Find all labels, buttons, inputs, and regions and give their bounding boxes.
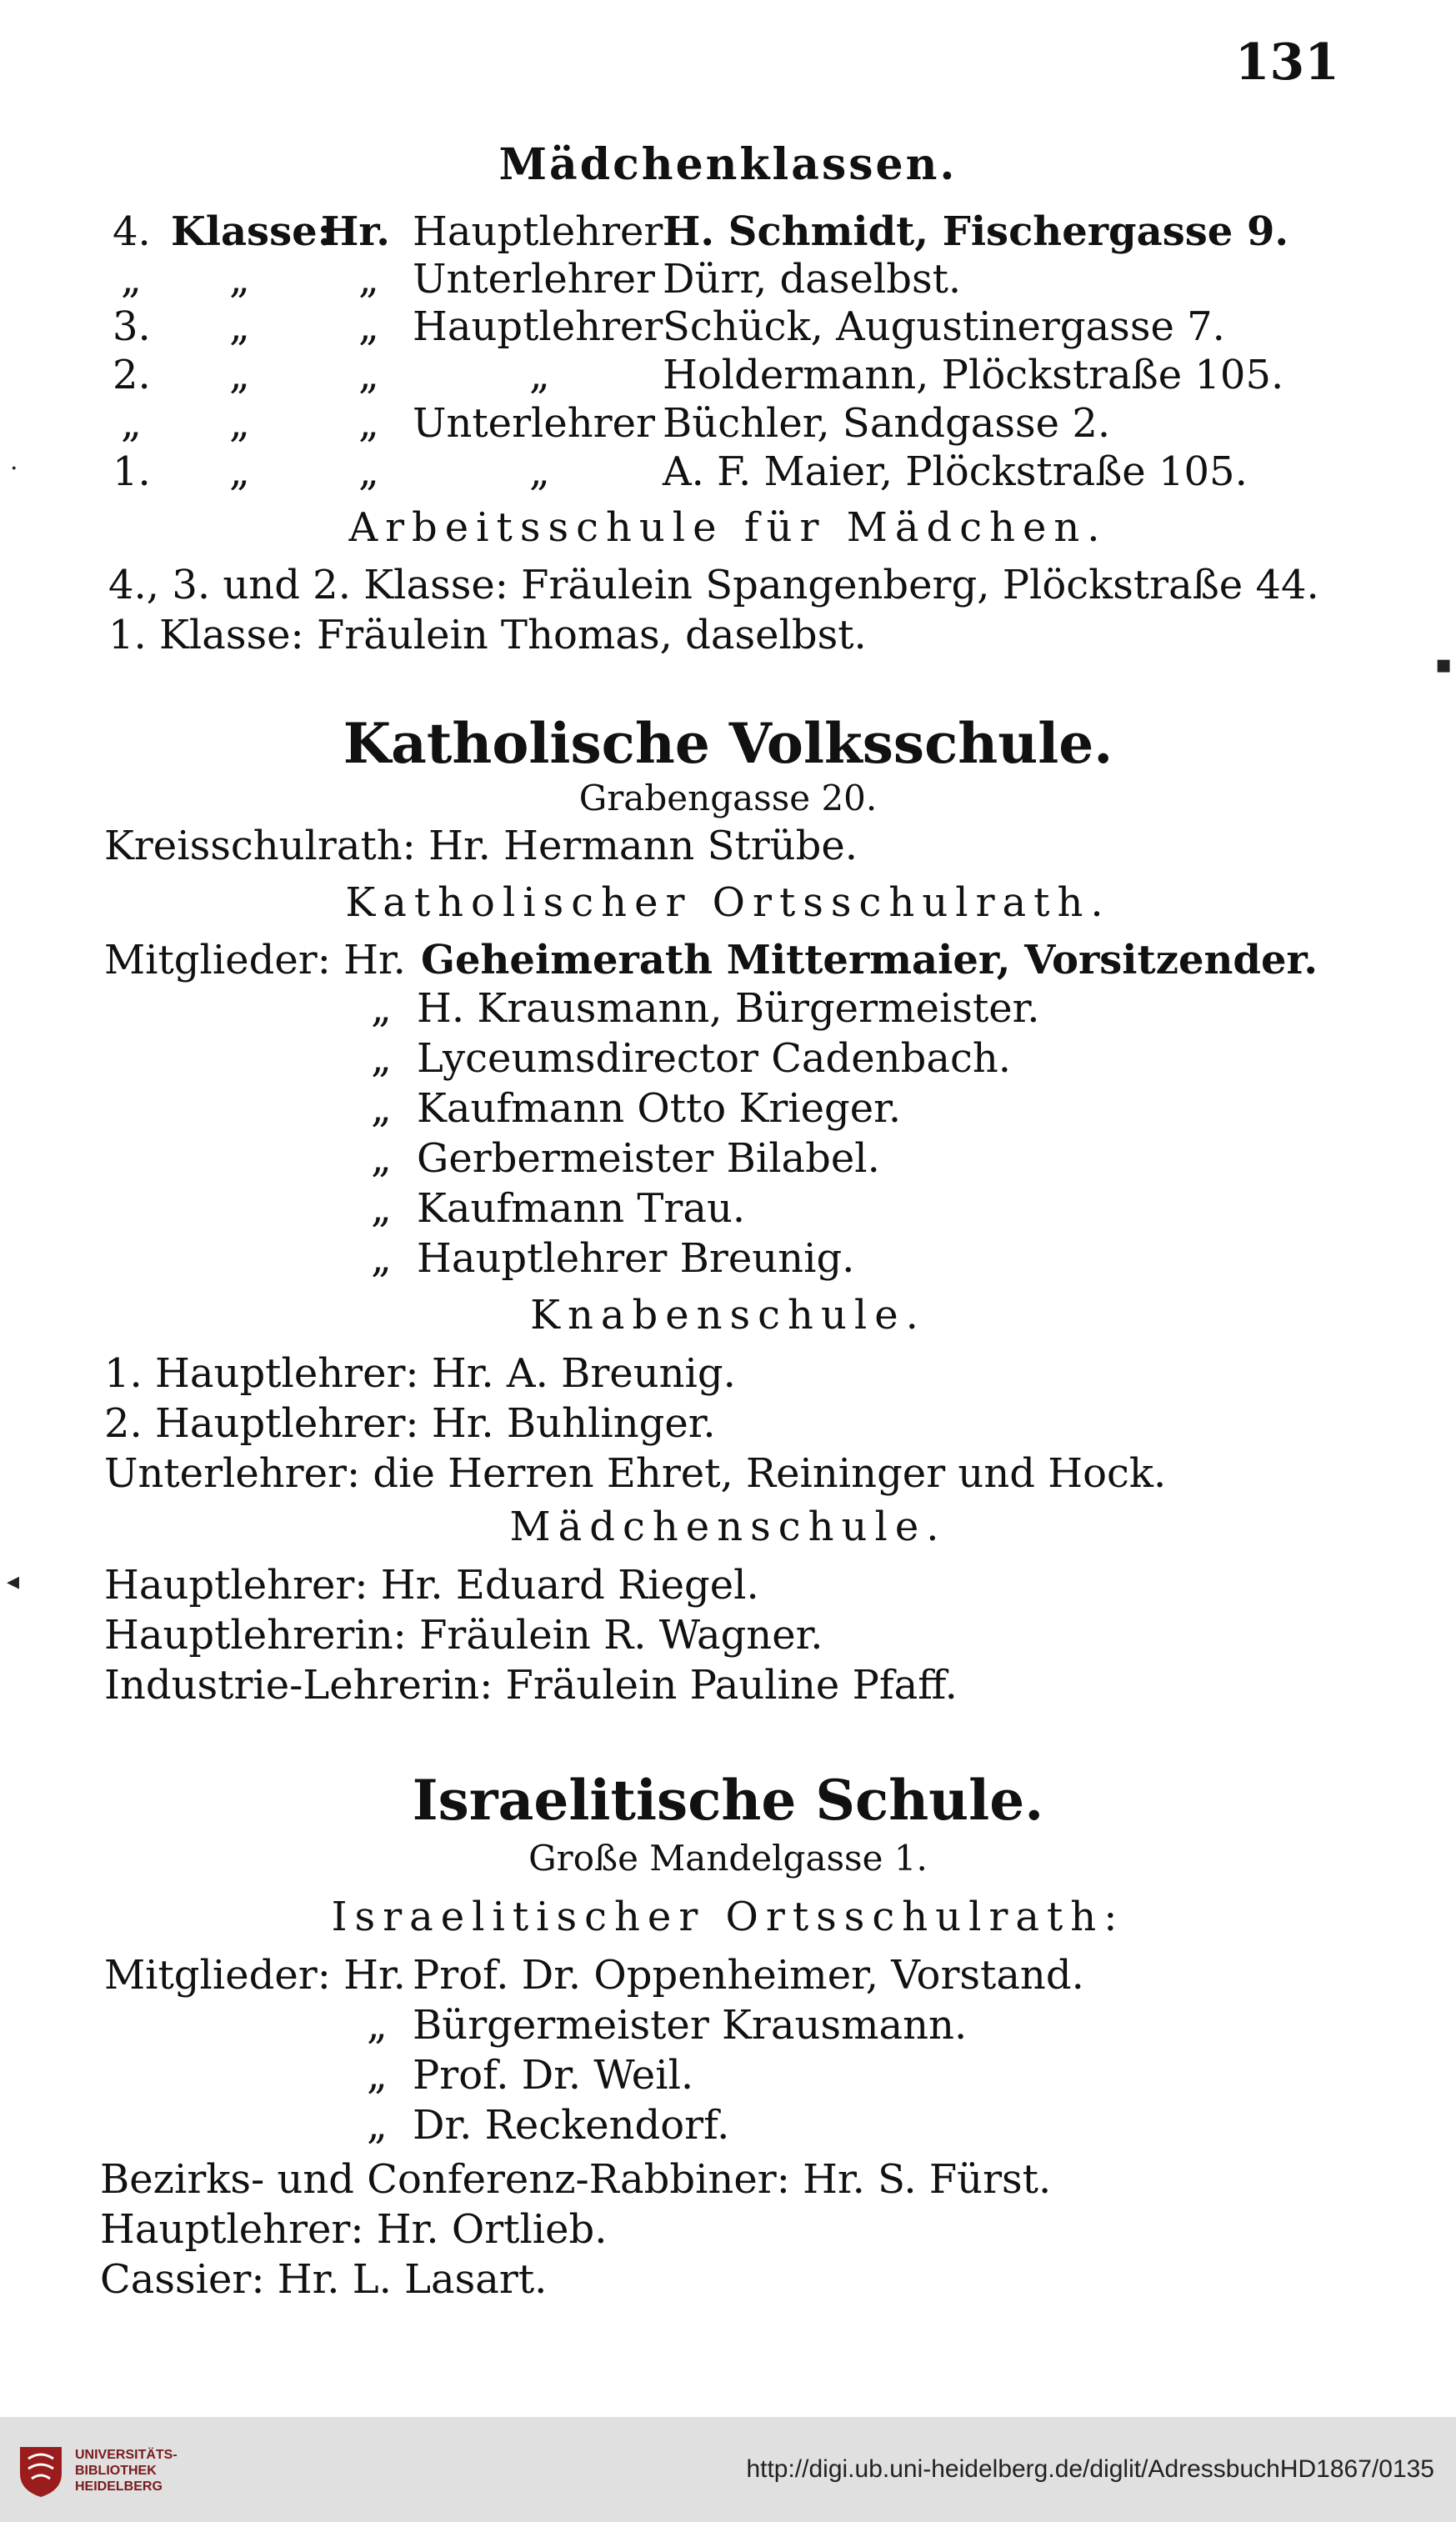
class-label: „ bbox=[229, 448, 250, 495]
class-teacher: H. Schmidt, Fischergasse 9. bbox=[663, 208, 1289, 255]
class-hr: „ bbox=[358, 303, 379, 350]
section-heading-maedchenklassen: Mädchenklassen. bbox=[498, 139, 958, 190]
knabenschule-line: 1. Hauptlehrer: Hr. A. Breunig. bbox=[104, 1350, 736, 1397]
member-entry: Lyceumsdirector Cadenbach. bbox=[417, 1035, 1011, 1082]
class-role: „ bbox=[529, 352, 550, 398]
ditto-mark: „ bbox=[371, 1135, 392, 1182]
footer-bar bbox=[0, 2417, 1456, 2522]
class-role: „ bbox=[529, 448, 550, 495]
ditto-mark: „ bbox=[371, 985, 392, 1032]
arbeitsschule-line: 1. Klasse: Fräulein Thomas, daselbst. bbox=[108, 612, 867, 658]
class-num: 1. bbox=[113, 448, 151, 495]
class-role: Unterlehrer bbox=[413, 256, 655, 303]
class-num: 3. bbox=[113, 303, 151, 350]
section-heading-katholische: Katholische Volksschule. bbox=[343, 711, 1113, 776]
library-seal-icon bbox=[15, 2440, 67, 2500]
scan-mark: ◂ bbox=[7, 1567, 20, 1596]
class-teacher: Büchler, Sandgasse 2. bbox=[663, 400, 1111, 447]
cassier-line: Cassier: Hr. L. Lasart. bbox=[100, 2256, 548, 2303]
logo-line: HEIDELBERG bbox=[75, 2479, 163, 2494]
knabenschule-line: Unterlehrer: die Herren Ehret, Reininger und Hock. bbox=[104, 1450, 1167, 1497]
class-label: „ bbox=[229, 303, 250, 350]
class-num: „ bbox=[121, 400, 142, 447]
arbeitsschule-line: 4., 3. und 2. Klasse: Fräulein Spangenberg, Plöckstraße 44. bbox=[108, 562, 1319, 608]
hauptlehrer-line: Hauptlehrer: Hr. Ortlieb. bbox=[100, 2206, 608, 2253]
maedchenschule-line: Hauptlehrerin: Fräulein R. Wagner. bbox=[104, 1612, 823, 1659]
knabenschule-heading: Knabenschule. bbox=[530, 1292, 926, 1339]
class-teacher: Dürr, daselbst. bbox=[663, 256, 962, 303]
rabbiner-line: Bezirks- und Conferenz-Rabbiner: Hr. S. Fürst. bbox=[100, 2156, 1052, 2203]
class-role: Hauptlehrer bbox=[413, 303, 663, 350]
class-teacher: A. F. Maier, Plöckstraße 105. bbox=[663, 448, 1248, 495]
ortsschulrath-heading: Katholischer Ortsschulrath. bbox=[345, 879, 1111, 926]
class-hr: „ bbox=[358, 400, 379, 447]
ortsschulrath-heading: Israelitischer Ortsschulrath: bbox=[331, 1894, 1125, 1940]
maedchenschule-line: Industrie-Lehrerin: Fräulein Pauline Pfaff. bbox=[104, 1662, 958, 1709]
page-number: 131 bbox=[1234, 33, 1339, 92]
class-label: „ bbox=[229, 256, 250, 303]
member-entry: Prof. Dr. Weil. bbox=[413, 2052, 694, 2099]
logo-text bbox=[75, 2447, 178, 2494]
member-entry: Prof. Dr. Oppenheimer, Vorstand. bbox=[413, 1952, 1084, 1999]
ditto-mark: „ bbox=[371, 1235, 392, 1282]
class-role: Hauptlehrer bbox=[413, 208, 663, 255]
class-num: 2. bbox=[113, 352, 151, 398]
class-num: „ bbox=[121, 256, 142, 303]
source-url-link[interactable]: http://digi.ub.uni-heidelberg.de/diglit/AdressbuchHD1867/0135 bbox=[746, 2455, 1434, 2483]
logo-line: BIBLIOTHEK bbox=[75, 2463, 157, 2478]
ditto-mark: „ bbox=[367, 2052, 388, 2099]
maedchenschule-heading: Mädchenschule. bbox=[509, 1504, 947, 1550]
maedchenschule-line: Hauptlehrer: Hr. Eduard Riegel. bbox=[104, 1562, 759, 1609]
class-label: „ bbox=[229, 400, 250, 447]
ditto-mark: „ bbox=[371, 1035, 392, 1082]
class-teacher: Schück, Augustinergasse 7. bbox=[663, 303, 1225, 350]
member-entry: Gerbermeister Bilabel. bbox=[417, 1135, 880, 1182]
member-entry: Dr. Reckendorf. bbox=[413, 2102, 730, 2149]
class-hr: „ bbox=[358, 448, 379, 495]
ditto-mark: „ bbox=[367, 2102, 388, 2149]
scan-mark: ▪ bbox=[1435, 650, 1453, 679]
member-entry: H. Krausmann, Bürgermeister. bbox=[417, 985, 1040, 1032]
ditto-mark: „ bbox=[367, 2002, 388, 2049]
mitglieder-label: Mitglieder: Hr. bbox=[104, 937, 406, 983]
knabenschule-line: 2. Hauptlehrer: Hr. Buhlinger. bbox=[104, 1400, 716, 1447]
class-label: Klasse: bbox=[171, 208, 333, 255]
ditto-mark: „ bbox=[371, 1185, 392, 1232]
member-entry: Kaufmann Otto Krieger. bbox=[417, 1085, 902, 1132]
class-hr: „ bbox=[358, 256, 379, 303]
member-entry: Geheimerath Mittermaier, Vorsitzender. bbox=[421, 937, 1318, 983]
class-num: 4. bbox=[113, 208, 151, 255]
member-entry: Bürgermeister Krausmann. bbox=[413, 2002, 968, 2049]
mitglieder-label: Mitglieder: Hr. bbox=[104, 1952, 406, 1999]
university-library-logo[interactable] bbox=[15, 2435, 190, 2505]
arbeitsschule-heading: Arbeitsschule für Mädchen. bbox=[348, 504, 1108, 551]
member-entry: Hauptlehrer Breunig. bbox=[417, 1235, 855, 1282]
logo-line: UNIVERSITÄTS- bbox=[75, 2447, 178, 2462]
school-address: Grabengasse 20. bbox=[578, 778, 878, 818]
class-teacher: Holdermann, Plöckstraße 105. bbox=[663, 352, 1284, 398]
school-address: Große Mandelgasse 1. bbox=[528, 1838, 928, 1879]
member-entry: Kaufmann Trau. bbox=[417, 1185, 746, 1232]
class-role: Unterlehrer bbox=[413, 400, 655, 447]
ditto-mark: „ bbox=[371, 1085, 392, 1132]
class-label: „ bbox=[229, 352, 250, 398]
scan-mark: · bbox=[10, 454, 18, 483]
section-heading-israelitische: Israelitische Schule. bbox=[412, 1768, 1044, 1833]
class-hr: „ bbox=[358, 352, 379, 398]
kreisschulrath-line: Kreisschulrath: Hr. Hermann Strübe. bbox=[104, 823, 858, 869]
class-hr: Hr. bbox=[321, 208, 390, 255]
